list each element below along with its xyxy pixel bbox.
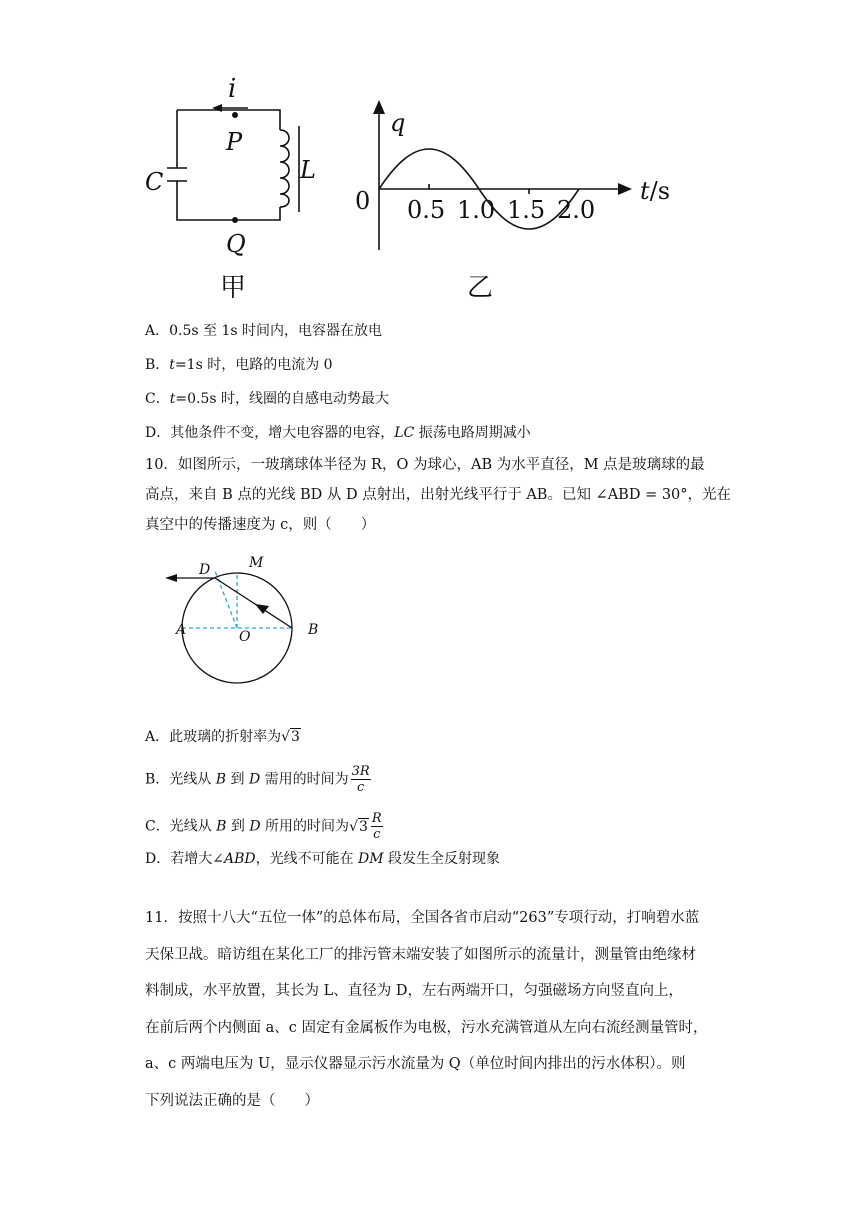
tick-label: 1.0 [457, 196, 496, 224]
q9-option-c: C．t=0.5s 时，线圈的自感电动势最大 [145, 391, 389, 407]
tick-label: 2.0 [557, 196, 596, 224]
q11-stem: 11．按照十八大“五位一体”的总体布局，全国各省市启动“263”专项行动，打响碧水蓝 天保卫战。暗访组在某化工厂的排污管末端安装了如图所示的流量计，测量管由绝缘材 料制成，水平放置，其长为 L、直径为 D，左右两端开口，匀强磁场方向竖直向上， 在前后两个内侧面 a、c 固定有金属板作为电极，污水充满管道从左向右流经测量管时， a、c 两端电压为 U，显示仪器显示污水流量为 Q（单位时间内排出的污水体积）。则 下列说法正确的是（ ） [145, 910, 708, 1109]
fraction: $\frac{3R}{c}$ [351, 764, 370, 795]
inductor-label: L [300, 156, 316, 184]
lc-circuit-figure [130, 70, 340, 305]
sqrt-expression: √3 [281, 729, 300, 745]
q-t-graph-figure [350, 95, 680, 305]
tick-label: 1.5 [507, 196, 546, 224]
tick-label: 0.5 [407, 196, 446, 224]
origin-label: 0 [355, 187, 371, 215]
figure-jia-caption: 甲 [220, 273, 247, 303]
point-m-label: M [249, 555, 264, 571]
glass-sphere-figure [145, 548, 345, 688]
q9-option-a: A．0.5s 至 1s 时间内，电容器在放电 [145, 323, 383, 339]
fraction: $\frac{R}{c}$ [371, 811, 382, 842]
q10-stem: 10．如图所示，一玻璃球体半径为 R，O 为球心，AB 为水平直径，M 点是玻璃球的最 高点，来自 B 点的光线 BD 从 D 点射出，出射光线平行于 AB。已知 ∠ABD = 30°，光在 真空中的传播速度为 c，则（ ） [145, 457, 732, 533]
q10-option-a: A．此玻璃的折射率为√3 [145, 729, 300, 745]
q10-option-c: C．光线从 B 到 D 所用的时间为√3 $\frac{R}{c}$ [145, 811, 382, 842]
q9-option-d: D．其他条件不变，增大电容器的电容，LC 振荡电路周期减小 [145, 425, 531, 441]
node-q-label: Q [226, 230, 246, 258]
q10-option-d: D．若增大∠ABD，光线不可能在 DM 段发生全反射现象 [145, 851, 501, 867]
point-d-label: D [199, 562, 211, 578]
q10-option-b: B．光线从 B 到 D 需用的时间为 $\frac{3R}{c}$ [145, 764, 370, 795]
q9-option-b: B．t=1s 时，电路的电流为 0 [145, 357, 333, 373]
point-a-label: A [176, 622, 187, 638]
capacitor-label: C [145, 168, 164, 196]
y-axis-label: q [390, 109, 406, 137]
point-o-label: O [239, 629, 251, 645]
current-label: i [228, 74, 237, 104]
node-p-label: P [226, 128, 243, 156]
x-axis-label: t/s [640, 177, 671, 205]
sqrt-expression: √3 [349, 818, 368, 835]
figure-yi-caption: 乙 [467, 273, 494, 303]
point-b-label: B [308, 622, 319, 638]
